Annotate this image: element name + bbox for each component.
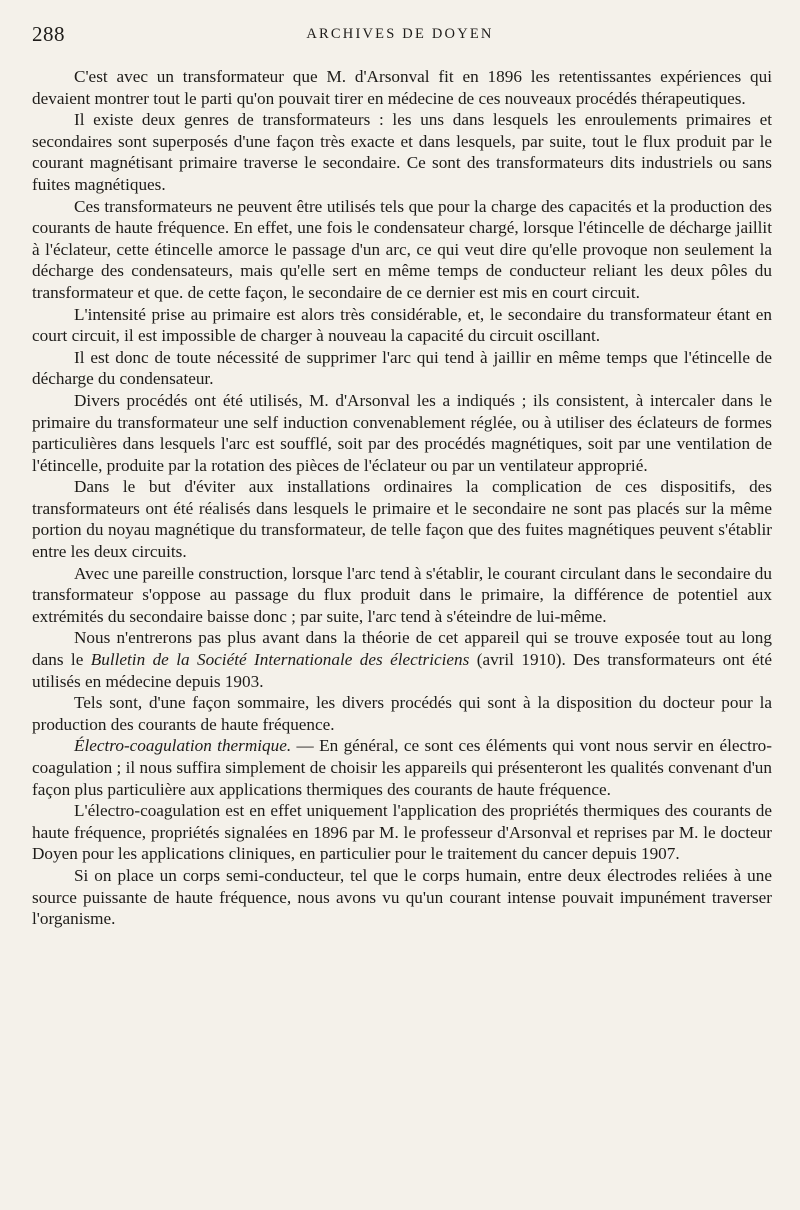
paragraph-6: Divers procédés ont été utilisés, M. d'Arsonval les a indiqués ; ils consistent, à intercaler dans le primaire du transformateur une self induction convenablement réglée, ou à utiliser des éclateurs de formes particulières dans lesquels l'arc est soufflé, soit par des procédés magnétiques, soit par une ventilation de l'étincelle, produite par la rotation des pièces de l'éclateur ou par un ventilateur approprié. bbox=[32, 390, 772, 475]
paragraph-8: Avec une pareille construction, lorsque l'arc tend à s'établir, le courant circulant dans le secondaire du transformateur s'oppose au passage du flux produit dans le primaire, la différence de potentiel aux extrémités du secondaire baisse donc ; par suite, l'arc tend à s'éteindre de lui-même. bbox=[32, 563, 772, 626]
paragraph-12: L'électro-coagulation est en effet uniquement l'application des propriétés thermiques des courants de haute fréquence, propriétés signalées en 1896 par M. le professeur d'Arsonval et reprises par M. le docteur Doyen pour les applications cliniques, en particulier pour le traitement du cancer depuis 1907. bbox=[32, 801, 772, 864]
paragraph-5: Il est donc de toute nécessité de supprimer l'arc qui tend à jaillir en même temps que l'étincelle de décharge du condensateur. bbox=[32, 347, 772, 389]
paragraph-13: Si on place un corps semi-conducteur, tel que le corps humain, entre deux électrodes reliées à une source puissante de haute fréquence, nous avons vu qu'un courant intense pouvait impunément traverser l'organisme. bbox=[32, 865, 772, 929]
paragraph-9-text-after: (avril 1910). Des transformateurs ont été utilisés en médecine depuis 1903. bbox=[32, 650, 773, 691]
paragraph-9 bbox=[32, 627, 772, 692]
running-head: ARCHIVES DE DOYEN bbox=[306, 26, 494, 42]
paragraph-7: Dans le but d'éviter aux installations ordinaires la complication de ces dispositifs, des transformateurs ont été réalisés dans lesquels le primaire et le secondaire ne sont pas placés sur la même portion du noyau magnétique du transformateur, de telle façon que des fuites magnétiques peuvent s'établir entre les deux circuits. bbox=[32, 477, 772, 562]
paragraph-11 bbox=[32, 735, 772, 800]
paragraph-3: Ces transformateurs ne peuvent être utilisés tels que pour la charge des capacités et la production des courants de haute fréquence. En effet, une fois le condensateur chargé, lorsque l'étincelle de décharge jaillit à l'éclateur, cette étincelle amorce le passage d'un arc, ce qui veut dire qu'elle provoque non seulement la décharge des condensateurs, mais qu'elle sert en même temps de conducteur reliant les deux pôles du transformateur et que. de cette façon, le secondaire de ce dernier est mis en court circuit. bbox=[32, 196, 772, 302]
paragraph-2: Il existe deux genres de transformateurs : les uns dans lesquels les enroulements primaires et secondaires sont superposés d'une façon très exacte et dans lesquels, par suite, tout le flux produit par le courant magnétisant primaire traverse le secondaire. Ce sont des transformateurs dits industriels ou sans fuites magnétiques. bbox=[32, 110, 772, 194]
page-header bbox=[32, 22, 768, 52]
section-heading: Électro-coagulation thermique. bbox=[74, 736, 292, 756]
paragraph-9-text-before: Nous n'entrerons pas plus avant dans la théorie de cet appareil qui se trouve exposée tout au long dans le bbox=[32, 628, 772, 670]
page-number: 288 bbox=[32, 22, 65, 46]
body-text bbox=[32, 66, 772, 930]
paragraph-10: Tels sont, d'une façon sommaire, les divers procédés qui sont à la disposition du docteur pour la production des courants de haute fréquence. bbox=[32, 693, 772, 734]
paragraph-1: C'est avec un transformateur que M. d'Arsonval fit en 1896 les retentissantes expériences qui devaient montrer tout le parti qu'on pouvait tirer en médecine de ces nouveaux procédés thérapeutiques. bbox=[32, 67, 772, 108]
paragraph-4: L'intensité prise au primaire est alors très considérable, et, le secondaire du transformateur étant en court circuit, il est impossible de charger à nouveau la capacité du circuit oscillant. bbox=[32, 304, 772, 346]
paragraph-11-text: — En général, ce sont ces éléments qui vont nous servir en électro-coagulation ; il nous suffira simplement de choisir les appareils qui présenteront les qualités convenant d'un façon plus particulière aux applications thermiques des courants de haute fréquence. bbox=[32, 736, 772, 799]
bulletin-title: Bulletin de la Société Internationale des électriciens bbox=[90, 650, 470, 670]
